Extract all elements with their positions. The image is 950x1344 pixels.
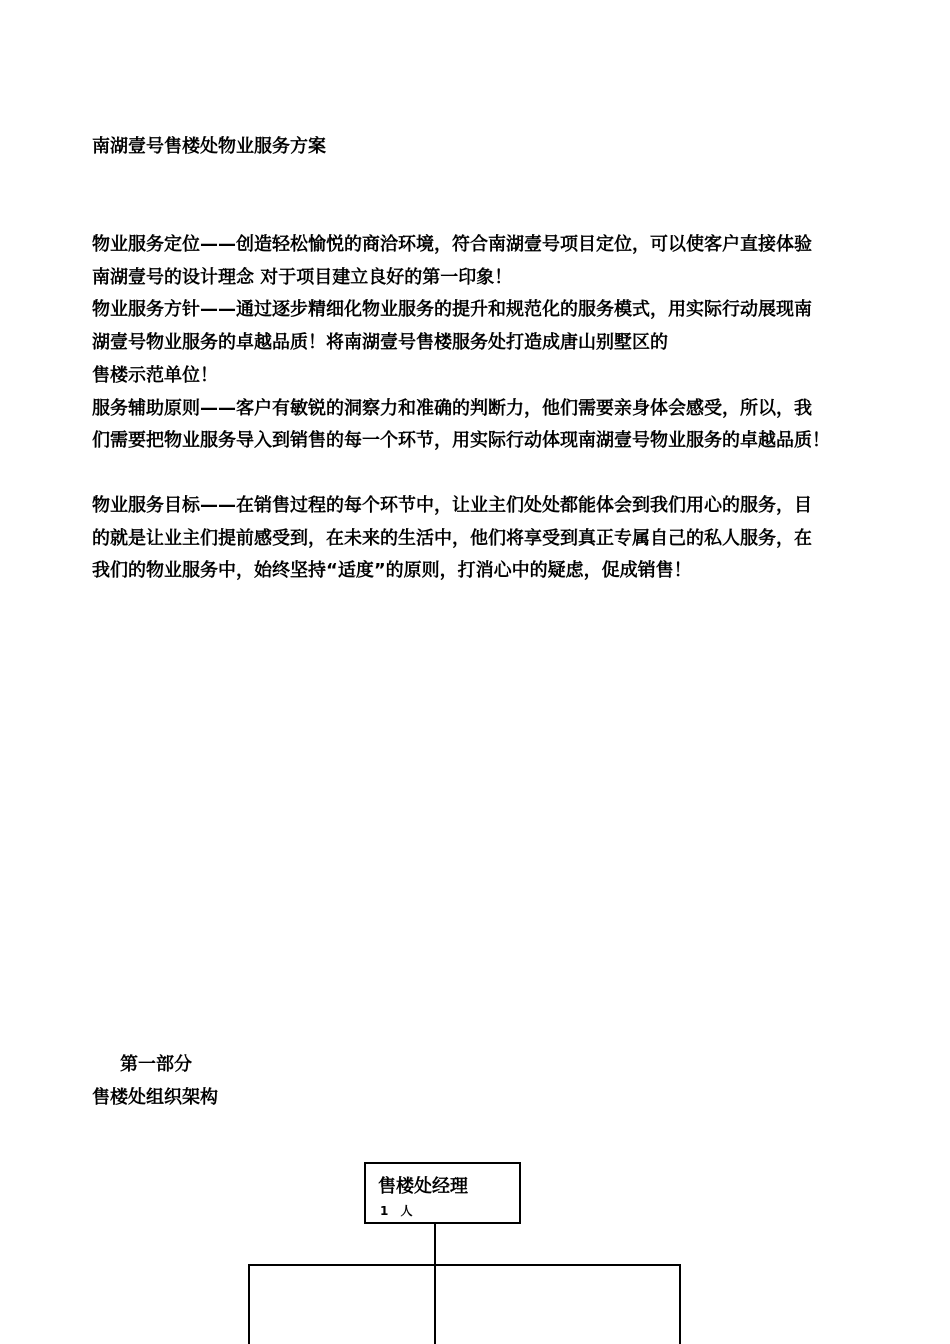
intro-line: 物业服务定位——创造轻松愉悦的商洽环境，符合南湖壹号项目定位，可以使客户直接体验 [92,234,812,255]
org-chart-connector-vertical-right [679,1264,681,1344]
intro-line: 售楼示范单位！ [92,364,218,386]
intro-line: 物业服务方针——通过逐步精细化物业服务的提升和规范化的服务模式，用实际行动展现南 [92,299,812,321]
org-chart-connector-horizontal [248,1264,681,1266]
intro-line: 服务辅助原则——客户有敏锐的洞察力和准确的判断力，他们需要亲身体会感受，所以，我 [92,397,812,419]
org-chart-connector-vertical-left [248,1264,250,1344]
org-chart-manager-box [364,1162,521,1224]
section-number: 第一部分 [120,1054,192,1075]
section-heading: 售楼处组织架构 [92,1087,218,1108]
goal-line: 我们的物业服务中，始终坚持“适度”的原则，打消心中的疑虑，促成销售！ [92,560,692,582]
intro-paragraph [92,229,882,458]
goal-paragraph [92,490,882,588]
intro-line: 们需要把物业服务导入到销售的每一个环节，用实际行动体现南湖壹号物业服务的卓越品质！ [92,430,830,452]
org-chart-connector-vertical-main [434,1222,436,1344]
goal-line: 物业服务目标——在销售过程的每个环节中，让业主们处处都能体会到我们用心的服务，目 [92,495,812,516]
org-chart-manager-title: 售楼处经理 [378,1176,468,1197]
org-chart-manager-count: 1 人 [380,1204,417,1218]
intro-line: 湖壹号物业服务的卓越品质！将南湖壹号售楼服务处打造成唐山别墅区的 [92,332,668,354]
document-title: 南湖壹号售楼处物业服务方案 [92,136,326,157]
goal-line: 的就是让业主们提前感受到，在未来的生活中，他们将享受到真正专属自己的私人服务，在 [92,527,812,549]
intro-line: 南湖壹号的设计理念 对于项目建立良好的第一印象！ [92,266,513,288]
